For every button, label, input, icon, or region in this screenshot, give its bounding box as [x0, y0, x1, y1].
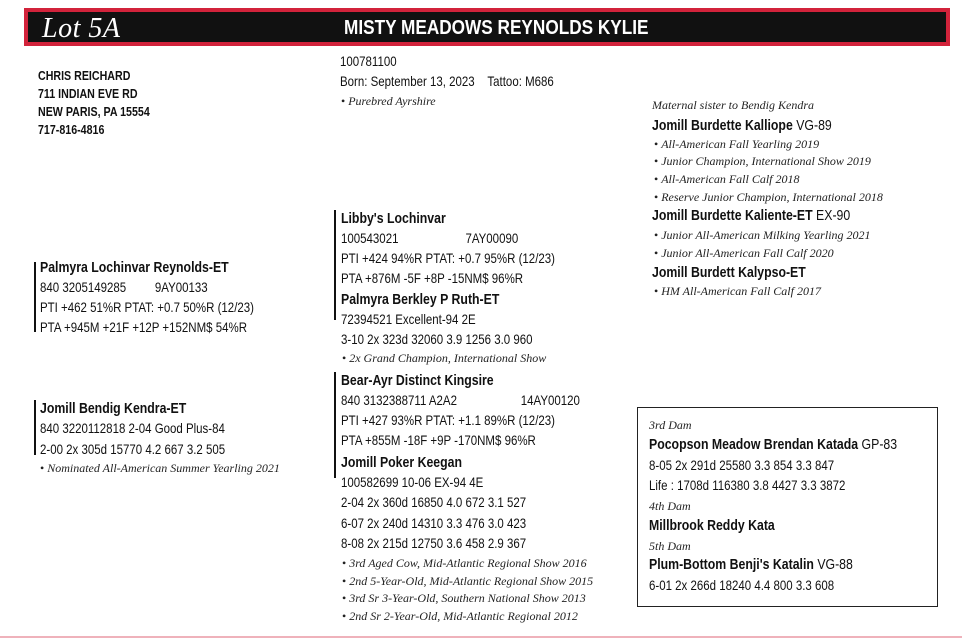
- sire-sire-pti: PTI +424 94%R PTAT: +0.7 95%R (12/23): [341, 250, 555, 266]
- animal-born: Born: September 13, 2023: [340, 73, 475, 89]
- dam-dam-reg-class: 100582699 10-06 EX-94 4E: [341, 474, 484, 490]
- sire-dam-record: 3-10 2x 323d 32060 3.9 1256 3.0 960: [341, 331, 533, 347]
- dam-line: [34, 400, 36, 455]
- animal-born-tattoo: [340, 73, 554, 89]
- third-dam-record: 8-05 2x 291d 25580 3.3 854 3.3 847: [649, 457, 835, 473]
- sire-dam-name: Palmyra Berkley P Ruth-ET: [341, 291, 500, 308]
- dam-sire-pta: PTA +855M -18F +9P -170NM$ 96%R: [341, 432, 536, 448]
- sister-1-award: • All-American Fall Calf 2018: [654, 172, 800, 186]
- dam-name: Jomill Bendig Kendra-ET: [40, 400, 187, 417]
- animal-tattoo: Tattoo: M686: [487, 73, 554, 89]
- sire-pti: PTI +462 51%R PTAT: +0.7 50%R (12/23): [40, 299, 254, 315]
- sire-reg-line: 840 3205149285 9AY00133: [40, 279, 208, 295]
- dam-dam-award: • 2nd Sr 2-Year-Old, Mid-Atlantic Regional 2012: [342, 609, 578, 623]
- consignor-phone: 717-816-4816: [38, 122, 105, 137]
- fifth-dam-name-line: Plum-Bottom Benji's Katalin VG-88: [649, 556, 853, 573]
- fifth-dam-record: 6-01 2x 266d 18240 4.4 800 3.3 608: [649, 577, 835, 593]
- sister-1-award: • Reserve Junior Champion, International 2018: [654, 190, 883, 204]
- consignor-address-1: 711 INDIAN EVE RD: [38, 86, 138, 101]
- dam-dam-record: 2-04 2x 360d 16850 4.0 672 3.1 527: [341, 494, 527, 510]
- consignor-address-2: NEW PARIS, PA 15554: [38, 104, 150, 119]
- animal-name: MISTY MEADOWS REYNOLDS KYLIE: [344, 17, 649, 39]
- lot-number: Lot 5A: [42, 13, 121, 44]
- sire-name: Palmyra Lochinvar Reynolds-ET: [40, 259, 229, 276]
- consignor-name: CHRIS REICHARD: [38, 68, 131, 83]
- fourth-dam-label: 4th Dam: [649, 499, 691, 513]
- sire-pta: PTA +945M +21F +12P +152NM$ 54%R: [40, 319, 247, 335]
- animal-breed: • Purebred Ayrshire: [341, 94, 436, 108]
- dam-dam-name: Jomill Poker Keegan: [341, 454, 463, 471]
- third-dam-name-line: Pocopson Meadow Brendan Katada GP-83: [649, 436, 898, 453]
- sire-line: [34, 262, 36, 332]
- dam-sire-line: [334, 372, 336, 478]
- dam-sire-pti: PTI +427 93%R PTAT: +1.1 89%R (12/23): [341, 412, 555, 428]
- dam-dam-award: • 3rd Aged Cow, Mid-Atlantic Regional Show 2016: [342, 556, 587, 570]
- dam-sire-name: Bear-Ayr Distinct Kingsire: [341, 372, 494, 389]
- sister-1-award: • All-American Fall Yearling 2019: [654, 137, 820, 151]
- animal-reg: 100781100: [340, 53, 397, 69]
- sister-2-award: • Junior All-American Milking Yearling 2021: [654, 228, 871, 242]
- sister-3-award: • HM All-American Fall Calf 2017: [654, 284, 821, 298]
- sire-sire-name: Libby's Lochinvar: [341, 210, 446, 227]
- third-dam-label: 3rd Dam: [649, 418, 692, 432]
- third-dam-lifetime: Life : 1708d 116380 3.8 4427 3.3 3872: [649, 477, 846, 493]
- fifth-dam-label: 5th Dam: [649, 539, 691, 553]
- dam-dam-award: • 3rd Sr 3-Year-Old, Southern National Show 2013: [342, 591, 586, 605]
- maternal-sisters-heading: Maternal sister to Bendig Kendra: [652, 98, 814, 112]
- sire-sire-reg-line: 100543021 7AY00090: [341, 230, 519, 246]
- dam-reg-class: 840 3220112818 2-04 Good Plus-84: [40, 420, 225, 436]
- sister-3-name: Jomill Burdett Kalypso-ET: [652, 264, 806, 281]
- sire-dam-award: • 2x Grand Champion, International Show: [342, 351, 547, 365]
- dam-sire-reg-line: 840 3132388711 A2A2 14AY00120: [341, 392, 580, 408]
- fourth-dam-name: Millbrook Reddy Kata: [649, 517, 775, 534]
- sire-dam-reg-class: 72394521 Excellent-94 2E: [341, 311, 476, 327]
- sire-sire-pta: PTA +876M -5F +8P -15NM$ 96%R: [341, 270, 524, 286]
- sire-sire-line: [334, 210, 336, 320]
- dam-record: 2-00 2x 305d 15770 4.2 667 3.2 505: [40, 441, 226, 457]
- dam-dam-record: 6-07 2x 240d 14310 3.3 476 3.0 423: [341, 515, 527, 531]
- dam-dam-record: 8-08 2x 215d 12750 3.6 458 2.9 367: [341, 535, 527, 551]
- dam-award: • Nominated All-American Summer Yearling 2021: [40, 461, 280, 475]
- lot-header-bar: [24, 8, 950, 46]
- dam-dam-award: • 2nd 5-Year-Old, Mid-Atlantic Regional Show 2015: [342, 574, 594, 588]
- bottom-rule: [0, 636, 962, 638]
- sister-2-award: • Junior All-American Fall Calf 2020: [654, 246, 834, 260]
- sister-2-name-line: Jomill Burdette Kaliente-ET EX-90: [652, 207, 851, 224]
- sister-1-name-line: Jomill Burdette Kalliope VG-89: [652, 117, 832, 134]
- sister-1-award: • Junior Champion, International Show 2019: [654, 154, 871, 168]
